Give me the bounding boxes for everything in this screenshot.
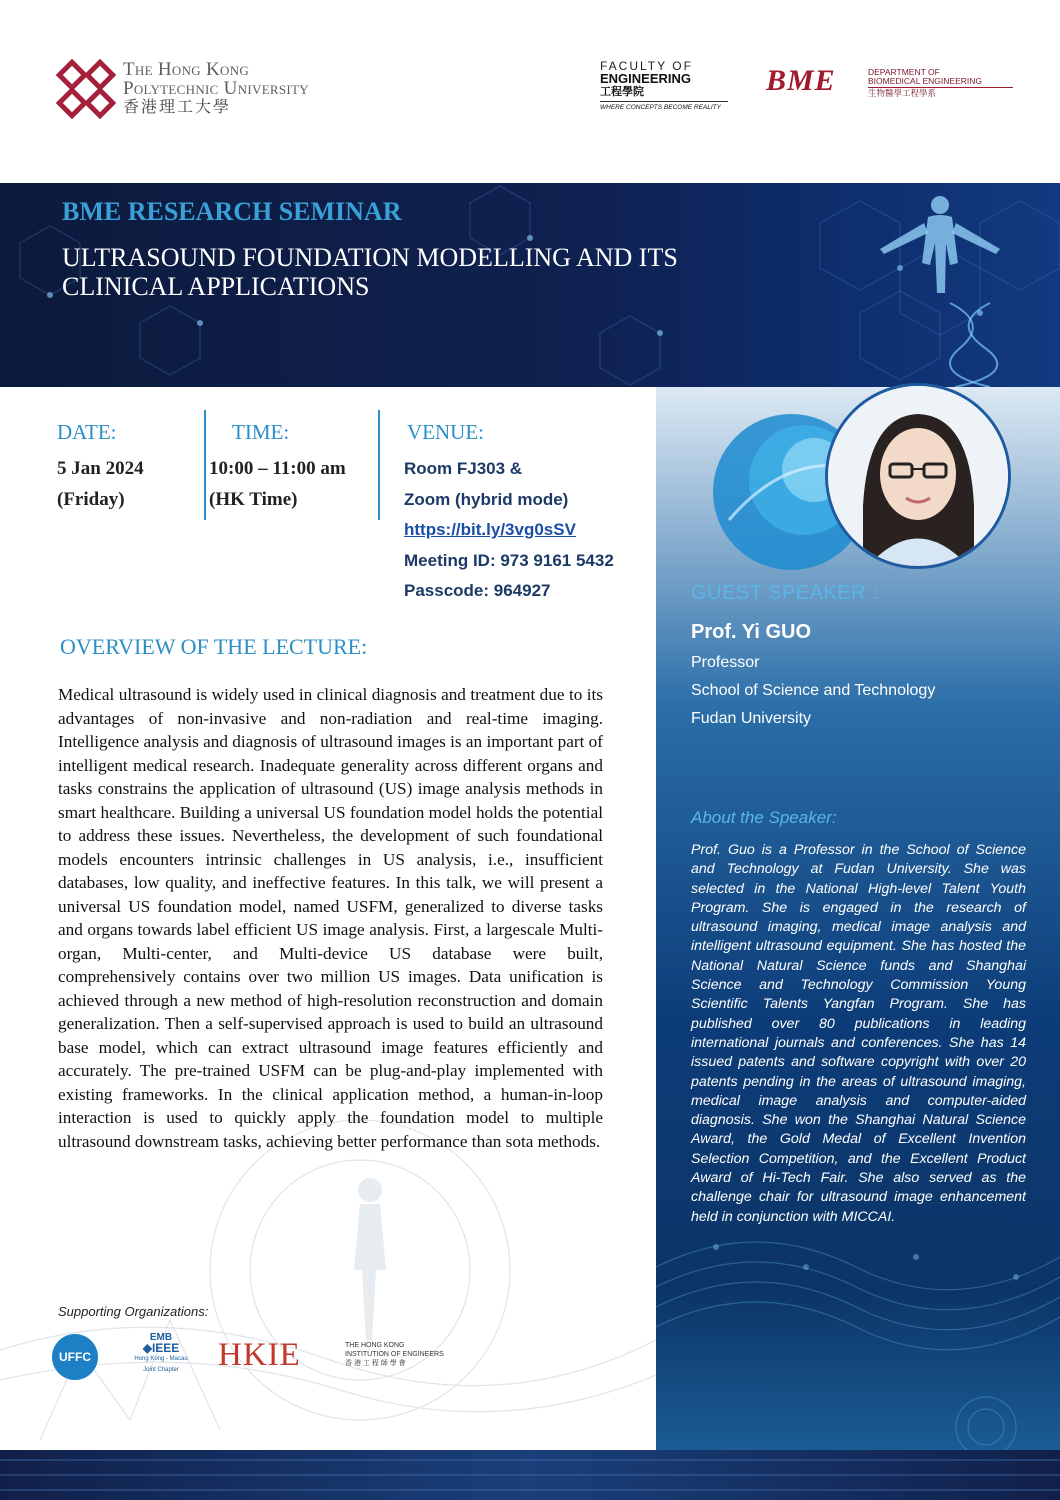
supporting-label: Supporting Organizations:	[58, 1304, 209, 1319]
overview-heading: OVERVIEW OF THE LECTURE:	[60, 634, 368, 659]
faculty-tagline: WHERE CONCEPTS BECOME REALITY	[600, 104, 721, 111]
date-block	[57, 453, 144, 515]
time-zone: (HK Time)	[209, 489, 298, 510]
speaker-position: Professor	[691, 654, 760, 671]
ieee-text: ◆IEEE	[142, 1341, 180, 1355]
overview-body: Medical ultrasound is widely used in clinical diagnosis and treatment due to its advantages of non-invasive and non-radiation and real-time imaging. Intelligence analysis and diagnosis of ultrasound images is an important part of intelligent medical research. Inadequate generality across different organs and tasks constrains the application of ultrasound (US) image analysis methods in smart healthcare. Building a universal US foundation model holds the potential to address these issues. Nevertheless, the development of such foundational models encounters intrinsic challenges in US analysis, i.e., insufficient databases, low quality, and ineffective features. In this talk, we will present a universal US foundation model, named USFM, generalized to diverse tasks and organs towards label efficient US image analysis. First, a largescale Multi-organ, Multi-center, and Multi-device US database were built, comprehensively contains over two million US images. Data unification is achieved through a new method of high-resolution reconstruction and domain generalization. Then a self-supervised approach is used to build an ultrasound base model, which can extract ultrasound image features efficiently and accurately. The pre-trained USFM can be plug-and-play implemented with existing frameworks. In the clinical application method, a human-in-loop interaction is used to quickly apply the foundation model to multiple ultrasound downstream tasks, achieving better performance than sota methods.	[58, 685, 603, 1151]
uffc-logo: UFFC	[52, 1334, 98, 1380]
hkie-logo: HKIE	[218, 1337, 301, 1373]
hkie-chinese: 香 港 工 程 師 學 會	[345, 1360, 406, 1367]
bme-dept-line2: BIOMEDICAL ENGINEERING	[868, 76, 982, 86]
hkie-line1: THE HONG KONG	[345, 1342, 405, 1349]
speaker-school: School of Science and Technology	[691, 682, 936, 699]
ieee-emb-logo	[130, 1332, 192, 1376]
guest-speaker-label: GUEST SPEAKER :	[691, 582, 879, 604]
header	[0, 0, 1060, 183]
divider-time-venue	[378, 410, 380, 520]
polyu-name-line2: Polytechnic University	[123, 78, 309, 99]
seminar-banner	[0, 183, 1060, 387]
ieee-chapter: Hong Kong - Macau Joint Chapter	[134, 1356, 188, 1373]
venue-label: VENUE:	[407, 420, 484, 444]
bme-dept-line1: DEPARTMENT OF	[868, 67, 940, 77]
polyu-name	[123, 60, 309, 117]
bme-dept-chinese: 生物醫學工程學系	[868, 88, 937, 98]
time-block	[209, 453, 346, 515]
emb-text: EMB	[149, 1332, 173, 1343]
seminar-series: BME RESEARCH SEMINAR	[62, 197, 402, 226]
date-value: 5 Jan 2024	[57, 458, 144, 479]
time-value: 10:00 – 11:00 am	[209, 458, 346, 479]
faculty-chinese: 工程學院	[600, 86, 644, 98]
speaker-photo	[825, 383, 1011, 569]
about-speaker-label: About the Speaker:	[691, 808, 837, 827]
speaker-university: Fudan University	[691, 710, 812, 727]
zoom-link[interactable]: https://bit.ly/3vg0sSV	[404, 520, 576, 539]
faculty-logo	[600, 60, 728, 111]
time-label: TIME:	[232, 420, 290, 444]
ieee-label: IEEE	[151, 1341, 180, 1355]
faculty-line2: ENGINEERING	[600, 71, 692, 86]
hkie-line2: INSTITUTION OF ENGINEERS	[345, 1351, 444, 1358]
seminar-title-line2: CLINICAL APPLICATIONS	[62, 272, 370, 301]
speaker-avatar-icon	[828, 386, 1008, 566]
hkie-name	[345, 1341, 444, 1368]
date-label: DATE:	[57, 420, 117, 444]
divider-date-time	[204, 410, 206, 520]
date-day: (Friday)	[57, 489, 125, 510]
seminar-title	[62, 243, 782, 301]
faculty-divider	[600, 101, 728, 102]
speaker-name: Prof. Yi GUO	[691, 621, 812, 643]
about-speaker-text: Prof. Guo is a Professor in the School of Science and Technology at Fudan University. She was selected in the National High-level Talent Youth Program. She is engaged in the research of ultrasound imaging, medical image analysis and intelligent ultrasound equipment. She has hosted the National Natural Science funds and Shanghai Science and Technology Commission Young Scientific Talents Yangfan Program. She has published over 80 publications in leading international journals and conferences. She has 14 issued patents and software copyright with over 20 patents pending in the areas of ultrasound imaging, medical image analysis and computer-aided diagnosis. She won the Shanghai Natural Science Award, the Gold Medal of Excellent Invention Selection Competition, and the Excellent Product Award of Hi-Tech Fair. She also served as the challenge chair for ultrasound image enhancement held in conjunction with MICCAI.	[691, 842, 1026, 1225]
faculty-line1: FACULTY OF	[600, 59, 693, 73]
meeting-id: Meeting ID: 973 9161 5432	[404, 550, 614, 570]
polyu-logo-icon	[55, 58, 117, 120]
passcode: Passcode: 964927	[404, 581, 551, 600]
venue-mode: Zoom (hybrid mode)	[404, 489, 569, 509]
venue-room: Room FJ303 &	[404, 459, 523, 478]
polyu-name-chinese: 香港理工大學	[123, 99, 232, 116]
bme-dept-name	[868, 68, 1013, 98]
venue-block	[404, 454, 614, 607]
footer-pattern-icon	[0, 1450, 1060, 1500]
polyu-name-line1: The Hong Kong	[123, 59, 250, 80]
seminar-title-line1: ULTRASOUND FOUNDATION MODELLING AND ITS	[62, 243, 678, 272]
bme-logo: BME	[766, 64, 836, 97]
